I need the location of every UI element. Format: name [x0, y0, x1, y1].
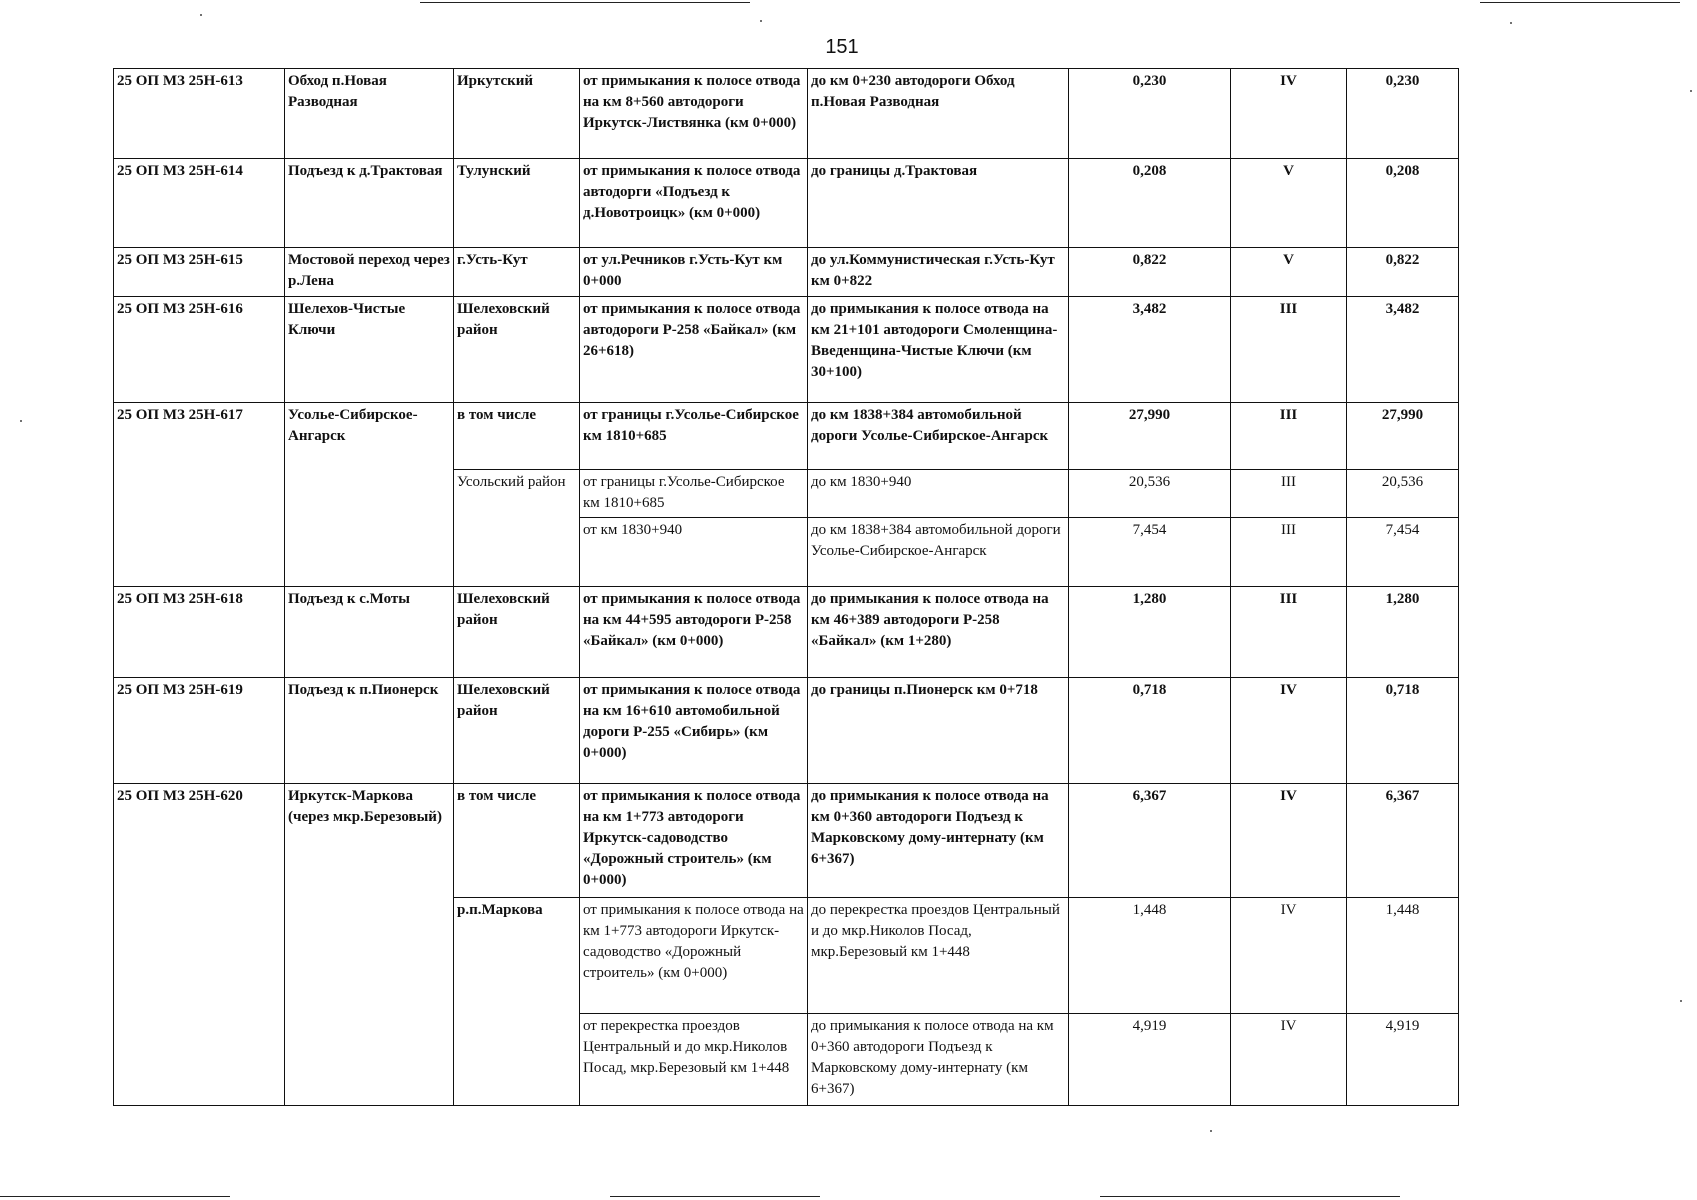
category-cell: III [1231, 296, 1347, 403]
category-cell: III [1231, 469, 1347, 518]
length-cell: 20,536 [1069, 469, 1231, 518]
length-cell: 4,919 [1069, 1013, 1231, 1105]
end-point-cell: до км 1838+384 автомобильной дороги Усолье-Сибирское-Ангарск [808, 518, 1069, 587]
category-cell: IV [1231, 69, 1347, 159]
start-point-cell: от границы г.Усолье-Сибирское км 1810+685 [580, 403, 808, 469]
total-length-cell: 27,990 [1347, 403, 1459, 469]
end-point-cell: до ул.Коммунистическая г.Усть-Кут км 0+822 [808, 248, 1069, 297]
start-point-cell: от примыкания к полосе отвода на км 8+560 автодороги Иркутск-Листвянка (км 0+000) [580, 69, 808, 159]
total-length-cell: 0,822 [1347, 248, 1459, 297]
road-code-cell: 25 ОП МЗ 25Н-618 [114, 587, 285, 677]
road-code-cell: 25 ОП МЗ 25Н-620 [114, 784, 285, 1106]
start-point-cell: от перекрестка проездов Центральный и до мкр.Николов Посад, мкр.Березовый км 1+448 [580, 1013, 808, 1105]
end-point-cell: до границы д.Трактовая [808, 159, 1069, 248]
scan-speck [1510, 22, 1512, 24]
length-cell: 0,230 [1069, 69, 1231, 159]
scan-edge-line [610, 1196, 820, 1197]
district-cell: Усольский район [454, 469, 580, 587]
length-cell: 1,280 [1069, 587, 1231, 677]
road-name-cell: Подъезд к с.Моты [285, 587, 454, 677]
length-cell: 3,482 [1069, 296, 1231, 403]
category-cell: IV [1231, 897, 1347, 1013]
start-point-cell: от примыкания к полосе отвода на км 16+610 автомобильной дороги Р-255 «Сибирь» (км 0+000) [580, 677, 808, 784]
table-row [114, 677, 1459, 784]
total-length-cell: 1,448 [1347, 897, 1459, 1013]
start-point-cell: от примыкания к полосе отвода на км 1+773 автодороги Иркутск-садоводство «Дорожный строитель» (км 0+000) [580, 897, 808, 1013]
road-code-cell: 25 ОП МЗ 25Н-617 [114, 403, 285, 587]
start-point-cell: от км 1830+940 [580, 518, 808, 587]
end-point-cell: до примыкания к полосе отвода на км 0+360 автодороги Подъезд к Марковскому дому-интернату (км 6+367) [808, 784, 1069, 898]
scan-speck [760, 20, 762, 22]
district-cell: г.Усть-Кут [454, 248, 580, 297]
table-row [114, 248, 1459, 297]
start-point-cell: от границы г.Усолье-Сибирское км 1810+685 [580, 469, 808, 518]
scan-speck [1210, 1130, 1212, 1132]
road-name-cell: Усолье-Сибирское-Ангарск [285, 403, 454, 587]
district-cell: Шелеховский район [454, 587, 580, 677]
category-cell: IV [1231, 677, 1347, 784]
district-cell: Шелеховский район [454, 296, 580, 403]
category-cell: III [1231, 518, 1347, 587]
start-point-cell: от примыкания к полосе отвода автодорги «Подъезд к д.Новотроицк» (км 0+000) [580, 159, 808, 248]
length-cell: 6,367 [1069, 784, 1231, 898]
district-cell: Тулунский [454, 159, 580, 248]
district-cell: Иркутский [454, 69, 580, 159]
total-length-cell: 4,919 [1347, 1013, 1459, 1105]
end-point-cell: до примыкания к полосе отвода на км 46+389 автодороги Р-258 «Байкал» (км 1+280) [808, 587, 1069, 677]
road-name-cell: Подъезд к д.Трактовая [285, 159, 454, 248]
district-cell: в том числе [454, 784, 580, 898]
road-code-cell: 25 ОП МЗ 25Н-614 [114, 159, 285, 248]
category-cell: IV [1231, 784, 1347, 898]
total-length-cell: 0,230 [1347, 69, 1459, 159]
total-length-cell: 6,367 [1347, 784, 1459, 898]
road-name-cell: Мостовой переход через р.Лена [285, 248, 454, 297]
total-length-cell: 20,536 [1347, 469, 1459, 518]
start-point-cell: от примыкания к полосе отвода автодороги Р-258 «Байкал» (км 26+618) [580, 296, 808, 403]
table-row [114, 403, 1459, 469]
category-cell: IV [1231, 1013, 1347, 1105]
district-cell: Шелеховский район [454, 677, 580, 784]
total-length-cell: 0,718 [1347, 677, 1459, 784]
table-row [114, 69, 1459, 159]
road-name-cell: Подъезд к п.Пионерск [285, 677, 454, 784]
district-cell: в том числе [454, 403, 580, 469]
roads-table [113, 68, 1459, 1106]
start-point-cell: от примыкания к полосе отвода на км 44+595 автодороги Р-258 «Байкал» (км 0+000) [580, 587, 808, 677]
length-cell: 27,990 [1069, 403, 1231, 469]
scan-speck [200, 14, 202, 16]
category-cell: III [1231, 587, 1347, 677]
road-code-cell: 25 ОП МЗ 25Н-616 [114, 296, 285, 403]
end-point-cell: до примыкания к полосе отвода на км 0+360 автодороги Подъезд к Марковскому дому-интернату (км 6+367) [808, 1013, 1069, 1105]
table-row [114, 784, 1459, 898]
road-code-cell: 25 ОП МЗ 25Н-615 [114, 248, 285, 297]
scan-edge-line [420, 2, 750, 3]
end-point-cell: до км 1830+940 [808, 469, 1069, 518]
page-number: 151 [825, 36, 859, 58]
end-point-cell: до примыкания к полосе отвода на км 21+101 автодороги Смоленщина-Введенщина-Чистые Ключи (км 30+100) [808, 296, 1069, 403]
category-cell: V [1231, 159, 1347, 248]
category-cell: V [1231, 248, 1347, 297]
end-point-cell: до перекрестка проездов Центральный и до мкр.Николов Посад, мкр.Березовый км 1+448 [808, 897, 1069, 1013]
length-cell: 7,454 [1069, 518, 1231, 587]
length-cell: 0,208 [1069, 159, 1231, 248]
scan-edge-line [1480, 2, 1680, 3]
length-cell: 0,718 [1069, 677, 1231, 784]
scan-edge-line [0, 1196, 230, 1197]
end-point-cell: до км 1838+384 автомобильной дороги Усолье-Сибирское-Ангарск [808, 403, 1069, 469]
length-cell: 1,448 [1069, 897, 1231, 1013]
road-name-cell: Иркутск-Маркова (через мкр.Березовый) [285, 784, 454, 1106]
total-length-cell: 0,208 [1347, 159, 1459, 248]
district-cell: р.п.Маркова [454, 897, 580, 1105]
total-length-cell: 3,482 [1347, 296, 1459, 403]
length-cell: 0,822 [1069, 248, 1231, 297]
category-cell: III [1231, 403, 1347, 469]
scan-speck [1680, 1000, 1682, 1002]
road-name-cell: Шелехов-Чистые Ключи [285, 296, 454, 403]
road-code-cell: 25 ОП МЗ 25Н-619 [114, 677, 285, 784]
start-point-cell: от примыкания к полосе отвода на км 1+773 автодороги Иркутск-садоводство «Дорожный строитель» (км 0+000) [580, 784, 808, 898]
table-row [114, 587, 1459, 677]
end-point-cell: до км 0+230 автодороги Обход п.Новая Разводная [808, 69, 1069, 159]
end-point-cell: до границы п.Пионерск км 0+718 [808, 677, 1069, 784]
total-length-cell: 1,280 [1347, 587, 1459, 677]
scan-speck [20, 420, 22, 422]
scan-edge-line [1100, 1196, 1400, 1197]
total-length-cell: 7,454 [1347, 518, 1459, 587]
table-row [114, 296, 1459, 403]
start-point-cell: от ул.Речников г.Усть-Кут км 0+000 [580, 248, 808, 297]
road-code-cell: 25 ОП МЗ 25Н-613 [114, 69, 285, 159]
table-row [114, 159, 1459, 248]
scan-speck [1690, 90, 1692, 92]
road-name-cell: Обход п.Новая Разводная [285, 69, 454, 159]
